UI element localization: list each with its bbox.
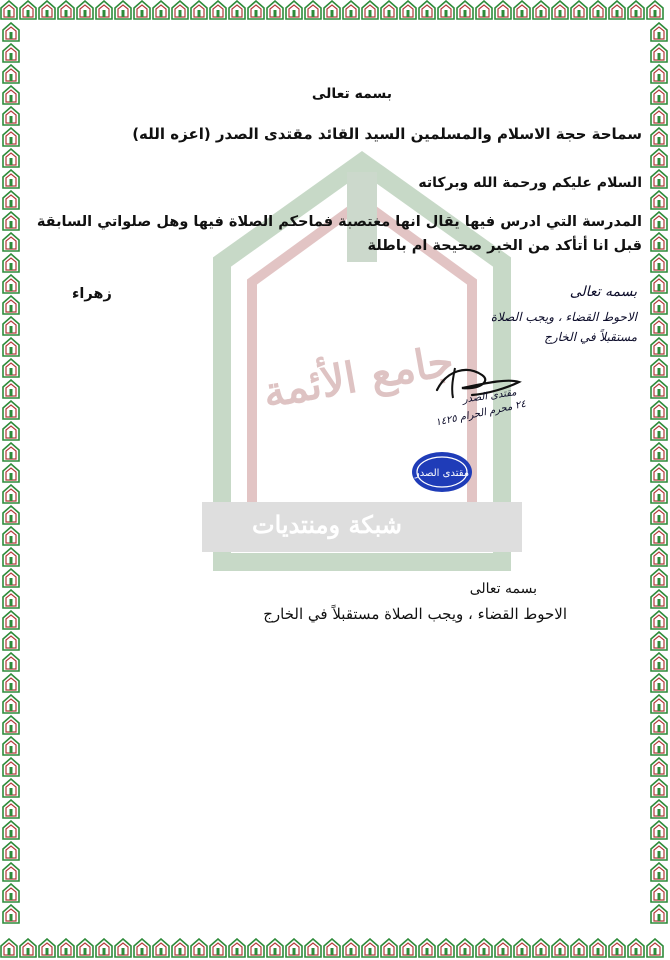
border-ornament-icon	[650, 400, 668, 420]
border-ornament-icon	[650, 211, 668, 231]
handwritten-answer-line-1: الاحوط القضاء ، ويجب الصلاة	[490, 310, 637, 324]
border-ornament-icon	[2, 22, 20, 42]
border-ornament-icon	[285, 938, 303, 958]
border-ornament-icon	[399, 0, 417, 20]
border-ornament-icon	[2, 904, 20, 924]
watermark-title: جامع الأئمة	[259, 335, 458, 418]
border-ornament-icon	[646, 938, 664, 958]
border-ornament-icon	[76, 938, 94, 958]
border-ornament-icon	[2, 484, 20, 504]
border-ornament-icon	[2, 610, 20, 630]
border-ornament-icon	[650, 190, 668, 210]
border-ornament-icon	[361, 938, 379, 958]
border-ornament-icon	[2, 673, 20, 693]
border-ornament-icon	[418, 938, 436, 958]
border-ornament-icon	[650, 106, 668, 126]
border-ornament-icon	[2, 715, 20, 735]
border-ornament-icon	[650, 169, 668, 189]
border-ornament-icon	[2, 400, 20, 420]
border-ornament-icon	[285, 0, 303, 20]
border-ornament-icon	[650, 841, 668, 861]
border-ornament-icon	[2, 799, 20, 819]
border-ornament-icon	[2, 652, 20, 672]
border-ornament-icon	[650, 421, 668, 441]
border-ornament-icon	[627, 938, 645, 958]
border-ornament-icon	[650, 526, 668, 546]
border-ornament-icon	[551, 938, 569, 958]
border-ornament-icon	[456, 0, 474, 20]
border-ornament-icon	[2, 106, 20, 126]
border-ornament-icon	[323, 938, 341, 958]
border-ornament-icon	[494, 938, 512, 958]
handwritten-answer-line-2: مستقبلاً في الخارج	[544, 330, 637, 344]
border-ornament-icon	[380, 938, 398, 958]
border-ornament-icon	[266, 938, 284, 958]
border-bottom	[0, 938, 670, 960]
border-ornament-icon	[57, 938, 75, 958]
border-ornament-icon	[2, 316, 20, 336]
border-ornament-icon	[380, 0, 398, 20]
watermark-subtitle: شبكة ومنتديات	[252, 510, 402, 539]
border-ornament-icon	[589, 0, 607, 20]
border-ornament-icon	[2, 85, 20, 105]
border-ornament-icon	[304, 0, 322, 20]
letter-sender: زهراء	[72, 286, 112, 302]
border-ornament-icon	[2, 295, 20, 315]
border-ornament-icon	[171, 0, 189, 20]
reply-header: بسمه تعالى	[469, 581, 537, 597]
border-ornament-icon	[650, 862, 668, 882]
border-ornament-icon	[152, 0, 170, 20]
border-ornament-icon	[475, 0, 493, 20]
border-ornament-icon	[2, 694, 20, 714]
border-ornament-icon	[247, 938, 265, 958]
border-ornament-icon	[2, 568, 20, 588]
border-ornament-icon	[0, 0, 18, 20]
border-ornament-icon	[650, 505, 668, 525]
border-ornament-icon	[95, 0, 113, 20]
border-ornament-icon	[589, 938, 607, 958]
border-ornament-icon	[650, 295, 668, 315]
letter-recipient: سماحة حجة الاسلام والمسلمين السيد القائد مقتدى الصدر (اعزه الله)	[132, 125, 642, 143]
border-ornament-icon	[650, 148, 668, 168]
border-ornament-icon	[247, 0, 265, 20]
border-ornament-icon	[650, 337, 668, 357]
border-ornament-icon	[650, 85, 668, 105]
border-ornament-icon	[2, 505, 20, 525]
letter-greeting: السلام عليكم ورحمة الله وبركاته	[418, 175, 642, 191]
border-ornament-icon	[342, 0, 360, 20]
border-ornament-icon	[2, 190, 20, 210]
border-ornament-icon	[114, 0, 132, 20]
border-ornament-icon	[2, 253, 20, 273]
border-ornament-icon	[650, 568, 668, 588]
border-ornament-icon	[209, 938, 227, 958]
border-ornament-icon	[266, 0, 284, 20]
letter-question-line-2: قبل انا أتأكد من الخبر صحيحة ام باطلة	[367, 238, 642, 254]
border-ornament-icon	[2, 421, 20, 441]
border-ornament-icon	[228, 938, 246, 958]
border-ornament-icon	[190, 0, 208, 20]
border-ornament-icon	[650, 43, 668, 63]
border-ornament-icon	[650, 631, 668, 651]
border-ornament-icon	[650, 463, 668, 483]
border-ornament-icon	[608, 0, 626, 20]
handwritten-signature-name: مقتدى الصدر	[462, 387, 518, 406]
border-ornament-icon	[646, 0, 664, 20]
border-ornament-icon	[2, 631, 20, 651]
border-ornament-icon	[650, 883, 668, 903]
border-ornament-icon	[650, 64, 668, 84]
border-ornament-icon	[2, 862, 20, 882]
border-ornament-icon	[650, 589, 668, 609]
border-ornament-icon	[2, 43, 20, 63]
reply-answer: الاحوط القضاء ، ويجب الصلاة مستقبلاً في الخارج	[263, 605, 567, 623]
border-ornament-icon	[650, 442, 668, 462]
border-ornament-icon	[228, 0, 246, 20]
border-ornament-icon	[608, 938, 626, 958]
border-ornament-icon	[475, 938, 493, 958]
border-ornament-icon	[2, 64, 20, 84]
border-ornament-icon	[95, 938, 113, 958]
border-ornament-icon	[171, 938, 189, 958]
border-ornament-icon	[650, 694, 668, 714]
letter-header: بسمه تعالى	[311, 86, 392, 102]
border-ornament-icon	[456, 938, 474, 958]
border-ornament-icon	[494, 0, 512, 20]
border-ornament-icon	[2, 274, 20, 294]
border-ornament-icon	[133, 0, 151, 20]
border-ornament-icon	[650, 274, 668, 294]
border-ornament-icon	[304, 938, 322, 958]
border-ornament-icon	[190, 938, 208, 958]
border-ornament-icon	[650, 379, 668, 399]
border-ornament-icon	[532, 0, 550, 20]
border-ornament-icon	[342, 938, 360, 958]
border-ornament-icon	[0, 938, 18, 958]
border-ornament-icon	[133, 938, 151, 958]
border-ornament-icon	[2, 337, 20, 357]
border-ornament-icon	[627, 0, 645, 20]
letter-question-line-1: المدرسة التي ادرس فيها يقال انها مغتصبة فماحكم الصلاة فيها وهل صلواتي السابقة	[36, 214, 642, 230]
border-ornament-icon	[19, 0, 37, 20]
border-ornament-icon	[38, 0, 56, 20]
border-ornament-icon	[437, 0, 455, 20]
border-ornament-icon	[2, 736, 20, 756]
border-ornament-icon	[2, 757, 20, 777]
border-ornament-icon	[570, 0, 588, 20]
border-ornament-icon	[152, 938, 170, 958]
border-ornament-icon	[650, 316, 668, 336]
border-ornament-icon	[551, 0, 569, 20]
border-ornament-icon	[399, 938, 417, 958]
border-ornament-icon	[650, 778, 668, 798]
border-ornament-icon	[2, 820, 20, 840]
border-ornament-icon	[2, 211, 20, 231]
letter-page	[22, 22, 648, 938]
border-ornament-icon	[2, 463, 20, 483]
border-ornament-icon	[2, 589, 20, 609]
border-ornament-icon	[2, 148, 20, 168]
border-ornament-icon	[2, 358, 20, 378]
border-ornament-icon	[650, 232, 668, 252]
handwritten-basmala: بسمه تعالى	[569, 284, 637, 300]
border-ornament-icon	[650, 736, 668, 756]
border-ornament-icon	[650, 22, 668, 42]
border-ornament-icon	[2, 442, 20, 462]
handwritten-date: ٢٤ محرم الحرام ١٤٢٥	[434, 398, 527, 429]
border-ornament-icon	[437, 938, 455, 958]
seal-text: مقتدى الصدر	[414, 468, 470, 479]
border-ornament-icon	[650, 610, 668, 630]
border-ornament-icon	[114, 938, 132, 958]
border-ornament-icon	[570, 938, 588, 958]
border-ornament-icon	[2, 127, 20, 147]
border-ornament-icon	[19, 938, 37, 958]
border-top	[0, 0, 670, 22]
border-ornament-icon	[650, 799, 668, 819]
border-ornament-icon	[650, 820, 668, 840]
border-ornament-icon	[650, 358, 668, 378]
border-ornament-icon	[418, 0, 436, 20]
border-left	[0, 22, 22, 938]
border-ornament-icon	[38, 938, 56, 958]
border-ornament-icon	[2, 379, 20, 399]
border-ornament-icon	[2, 778, 20, 798]
border-ornament-icon	[650, 673, 668, 693]
border-ornament-icon	[2, 883, 20, 903]
border-ornament-icon	[650, 547, 668, 567]
border-right	[648, 22, 670, 938]
seal-stamp-icon	[410, 450, 474, 494]
border-ornament-icon	[650, 904, 668, 924]
border-ornament-icon	[513, 0, 531, 20]
border-ornament-icon	[57, 0, 75, 20]
border-ornament-icon	[513, 938, 531, 958]
border-ornament-icon	[650, 127, 668, 147]
border-ornament-icon	[2, 232, 20, 252]
border-ornament-icon	[209, 0, 227, 20]
border-ornament-icon	[2, 526, 20, 546]
border-ornament-icon	[2, 169, 20, 189]
border-ornament-icon	[76, 0, 94, 20]
border-ornament-icon	[323, 0, 341, 20]
border-ornament-icon	[650, 652, 668, 672]
border-ornament-icon	[361, 0, 379, 20]
border-ornament-icon	[2, 547, 20, 567]
border-ornament-icon	[650, 715, 668, 735]
border-ornament-icon	[650, 484, 668, 504]
border-ornament-icon	[2, 841, 20, 861]
border-ornament-icon	[532, 938, 550, 958]
border-ornament-icon	[650, 253, 668, 273]
border-ornament-icon	[650, 757, 668, 777]
